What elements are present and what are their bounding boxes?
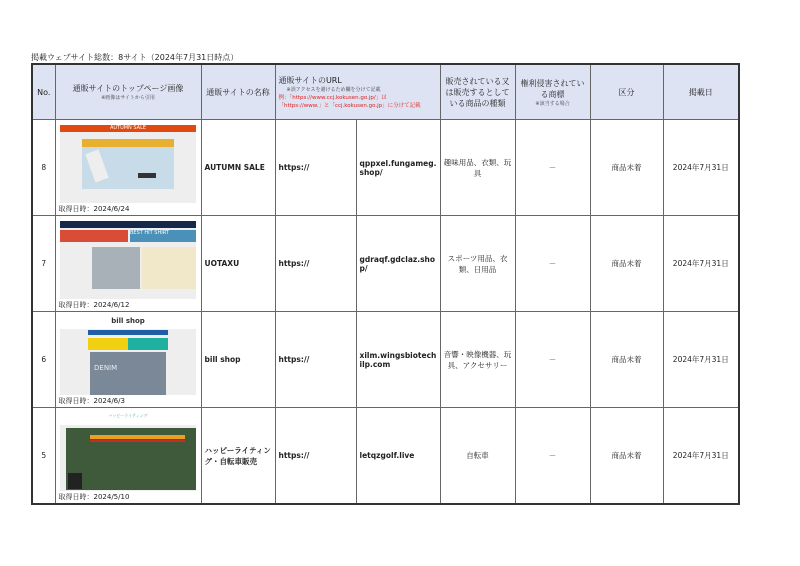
- capture-date: 取得日時：2024/5/10: [58, 493, 130, 501]
- goods-types: 趣味用品、衣類、玩具: [440, 120, 515, 216]
- table-row: [32, 216, 739, 312]
- row-no: 5: [32, 408, 55, 505]
- url-scheme: https://: [275, 408, 356, 505]
- table-row: [32, 312, 739, 408]
- url-scheme: https://: [275, 120, 356, 216]
- site-table: [31, 63, 740, 505]
- header-posted: 掲載日: [663, 64, 739, 120]
- row-no: 6: [32, 312, 55, 408]
- row-no: 7: [32, 216, 55, 312]
- screenshot-cell: [55, 120, 201, 216]
- header-url-example2: 「https://www.」と「ccj.kokusen.go.jp」に分けて記載: [278, 103, 421, 109]
- header-name: 通販サイトの名称: [201, 64, 275, 120]
- header-url-label: 通販サイトのURL: [278, 76, 342, 85]
- screenshot-cell: [55, 312, 201, 408]
- header-row: [32, 64, 739, 120]
- url-domain: letqzgolf.live: [356, 408, 440, 505]
- row-no: 8: [32, 120, 55, 216]
- header-goods: 販売されている又は販売するとしている商品の種類: [440, 64, 515, 120]
- screenshot-title: AUTUMN SALE: [109, 125, 147, 131]
- table-row: [32, 408, 739, 505]
- url-scheme: https://: [275, 312, 356, 408]
- screenshot-title: BEST HIT SHIRT: [130, 230, 169, 236]
- site-screenshot: [60, 125, 196, 203]
- site-name: ハッピーライティング・自転車販売: [201, 408, 275, 505]
- category: 商品未着: [590, 408, 663, 505]
- goods-types: スポーツ用品、衣類、日用品: [440, 216, 515, 312]
- category: 商品未着: [590, 216, 663, 312]
- screenshot-cell: [55, 408, 201, 505]
- trademark: －: [515, 408, 590, 505]
- header-trademark-note: ※該当する場合: [535, 100, 570, 107]
- url-domain: xilm.wingsbiotechilp.com: [356, 312, 440, 408]
- header-no: No.: [32, 64, 55, 120]
- capture-date: 取得日時：2024/6/24: [58, 205, 130, 213]
- screenshot-cell: [55, 216, 201, 312]
- screenshot-title: ハッピーライティング: [108, 413, 148, 418]
- url-scheme: https://: [275, 216, 356, 312]
- caption: 掲載ウェブサイト総数：8サイト（2024年7月31日時点）: [31, 53, 239, 62]
- url-domain: gdraqf.gdclaz.shop/: [356, 216, 440, 312]
- posted-date: 2024年7月31日: [663, 216, 739, 312]
- trademark: －: [515, 312, 590, 408]
- header-trademark-label: 権利侵害されている商標: [520, 78, 585, 99]
- header-category: 区分: [590, 64, 663, 120]
- goods-types: 自転車: [440, 408, 515, 505]
- posted-date: 2024年7月31日: [663, 312, 739, 408]
- header-image-label: 通販サイトのトップページ画像: [72, 84, 184, 93]
- site-name: UOTAXU: [201, 216, 275, 312]
- header-image-note: ※画像はサイトから引用: [101, 95, 155, 101]
- trademark: －: [515, 216, 590, 312]
- header-image: [55, 64, 201, 120]
- goods-types: 音響・映像機器、玩具、アクセサリー: [440, 312, 515, 408]
- header-url-example1: 例：「https://www.ccj.kokusen.go.jp/」は: [278, 95, 387, 101]
- header-trademark: [515, 64, 590, 120]
- site-screenshot: bill shop DENIM: [60, 317, 196, 395]
- capture-date: 取得日時：2024/6/12: [58, 301, 130, 309]
- posted-date: 2024年7月31日: [663, 408, 739, 505]
- site-screenshot: [60, 413, 196, 491]
- category: 商品未着: [590, 312, 663, 408]
- site-name: bill shop: [201, 312, 275, 408]
- site-screenshot: [60, 221, 196, 299]
- url-domain: qppxel.fungameg.shop/: [356, 120, 440, 216]
- category: 商品未着: [590, 120, 663, 216]
- table-row: [32, 120, 739, 216]
- trademark: －: [515, 120, 590, 216]
- header-url-note: ※誤アクセスを避けるため欄を分けて記載: [286, 87, 381, 93]
- screenshot-title: bill shop: [111, 317, 145, 325]
- header-url: [275, 64, 440, 120]
- site-name: AUTUMN SALE: [201, 120, 275, 216]
- capture-date: 取得日時：2024/6/3: [58, 397, 125, 405]
- posted-date: 2024年7月31日: [663, 120, 739, 216]
